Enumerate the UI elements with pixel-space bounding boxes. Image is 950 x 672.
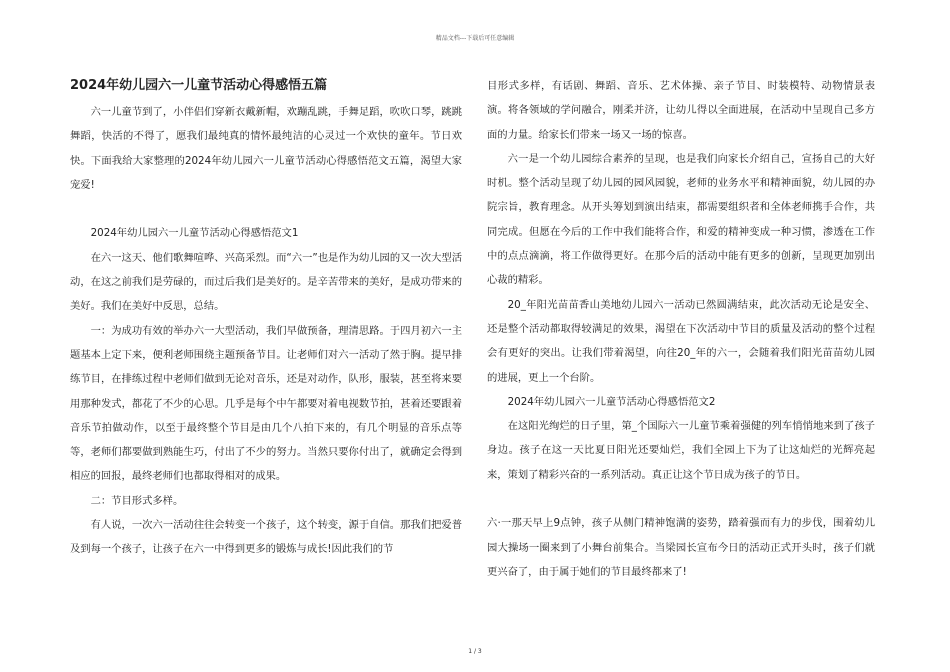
- paragraph: 一：为成功有效的举办六一大型活动，我们早做预备，理清思路。于四月初六一主题基本上定下来，便利老师围绕主题预备节目。让老师们对六一活动了然于胸。提早排练节目，在排练过程中老师们做到无论对音乐，还是对动作，队形，服装，甚至将来要用那种发式，都花了不少的心思。几乎是每个中午都要对着电视数节拍，甚着还要跟着音乐节拍做动作，以至于最终整个节目是由几个八拍下来的，有几个明显的音乐点等等，老师们都要做到熟能生巧，付出了不少的努力。当然只要你付出了，就确定会得到相应的回报，最终老师们也都取得相对的成果。: [70, 324, 462, 483]
- paragraph: 六·一那天早上9点钟，孩子从侧门精神饱满的姿势，踏着强而有力的步伐，围着幼儿园大操场一圈来到了小舞台前集合。当梁园长宣布今日的活动正式开头时，孩子们就更兴奋了，由于属于她们的节目最终都来了!: [487, 517, 875, 578]
- page-header: 精品文档---下载后可任意编辑: [435, 35, 515, 42]
- paragraph: 在这阳光绚烂的日子里，第_个国际六一儿童节乘着强健的列车悄悄地来到了孩子身边。孩子在这一天比夏日阳光还要灿烂，我们全园上下为了让这灿烂的光辉亮起来，策划了精彩兴奋的一系列活动。真正让这个节日成为孩子的节日。: [487, 420, 875, 481]
- paragraph: 20_年阳光苗苗香山美地幼儿园六一活动已然圆满结束，此次活动无论是安全、还是整个活动都取得较满足的效果，渴望在下次活动中节目的质量及活动的整个过程会有更好的突出。让我们带着渴望，向往20_年的六一，会随着我们阳光苗苗幼儿园的进展，更上一个台阶。: [487, 298, 875, 384]
- paragraph: 在六一这天、他们歌舞喧哗、兴高采烈。而“六一”也是作为幼儿园的又一次大型活动，在这之前我们是劳碌的，而过后我们是美好的。是辛苦带来的美好，是成功带来的美好。我们在美好中反思，总结。: [70, 251, 462, 313]
- spacer: [487, 487, 875, 511]
- paragraph: 二：节目形式多样。: [90, 494, 184, 507]
- paragraph: 六一是一个幼儿园综合素养的呈现，也是我们向家长介绍自己，宣扬自己的大好时机。整个活动呈现了幼儿园的园风园貌，老师的业务水平和精神面貌，幼儿园的办院宗旨，教育理念。从开头筹划到演出结束，都需要组织者和全体老师携手合作，共同完成。但愿在今后的工作中我们能将合作，和爱的精神变成一种习惯，渗透在工作中的点点滴滴，将工作做得更好。在那今后的活动中能有更多的创新，呈现更加别出心裁的精彩。: [487, 152, 875, 287]
- left-column: [70, 74, 462, 562]
- paragraph: 目形式多样，有话剧、舞蹈、音乐、艺术体操、亲子节目、时装模特、动物情景表演。将各领域的学问融合，刚柔并济，让幼儿得以全面进展，在活动中呈现自己多方面的力量。给家长们带来一场又一场的惊喜。: [487, 80, 875, 141]
- spacer: [70, 197, 462, 221]
- page-number: 1 / 3: [468, 648, 482, 655]
- document-title: 2024年幼儿园六一儿童节活动心得感悟五篇: [70, 78, 328, 93]
- right-column: [487, 74, 875, 584]
- paragraph: 有人说，一次六一活动往往会转变一个孩子，这个转变，源于自信。那我们把爱普及到每一个孩子，让孩子在六一中得到更多的锻炼与成长!因此我们的节: [70, 519, 462, 556]
- section-heading-2: 2024年幼儿园六一儿童节活动心得感悟范文2: [507, 395, 716, 408]
- intro-paragraph: 六一儿童节到了，小伴侣们穿新衣戴新帽，欢蹦乱跳，手舞足蹈，吹吹口琴，跳跳舞蹈，快活的不得了，愿我们最纯真的情怀最纯洁的心灵过一个欢快的童年。节日欢快。下面我给大家整理的2024年幼儿园六一儿童节活动心得感悟范文五篇，渴望大家宠爱!: [70, 106, 462, 191]
- section-heading-1: 2024年幼儿园六一儿童节活动心得感悟范文1: [90, 227, 299, 240]
